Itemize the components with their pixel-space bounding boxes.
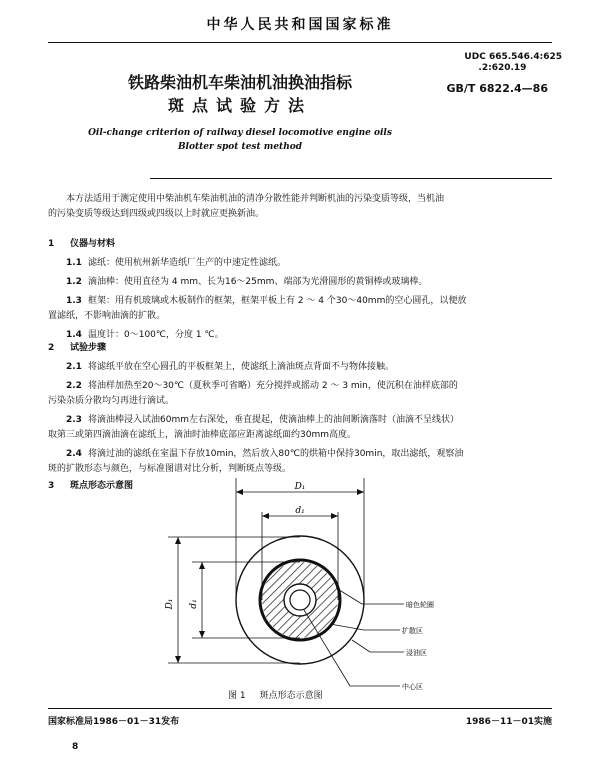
footer-rule	[48, 708, 552, 709]
item-text: 将滴油棒浸入试油60mm左右深处，垂直提起，使滴油棒上的油间断滴落时（油滴不呈线状）	[88, 415, 459, 425]
item-number: 1.4	[66, 330, 82, 340]
item-text: 滴油棒：使用直径为 4 mm、长为16～25mm、端部为光滑圆形的黄铜棒或玻璃棒。	[88, 277, 428, 287]
item-1-3-cont: 置滤纸，不影响油滴的扩散。	[48, 311, 166, 321]
doc-title-line2: 斑点试验方法	[167, 96, 312, 115]
item-text: 温度计：0～100℃，分度 1 ℃。	[88, 330, 224, 340]
section2-number: 2	[48, 343, 55, 353]
section3-number: 3	[48, 481, 55, 491]
leader-oil	[352, 640, 370, 652]
label-dark-rim: 暗色轮圈	[406, 601, 434, 609]
effective-date: 1986－11－01实施	[465, 717, 552, 727]
udc-line1: UDC 665.546.4:625	[464, 52, 562, 62]
section1-number: 1	[48, 239, 55, 249]
intro-line1: 本方法适用于测定使用中柴油机车柴油机油的清净分散性能并判断机油的污染变质等级，当机油	[66, 194, 445, 204]
label-D1-left: D₁	[165, 598, 175, 610]
item-text: 滤纸：使用杭州新华造纸厂生产的中速定性滤纸。	[88, 258, 287, 268]
item-number: 1.1	[66, 258, 82, 268]
label-D1-top: D₁	[294, 482, 306, 492]
label-center-zone: 中心区	[402, 683, 423, 691]
caption-number: 图 1	[228, 691, 246, 701]
item-text: 将滤纸平放在空心圆孔的平板框架上，使滤纸上滴油斑点背面不与物体接触。	[88, 362, 395, 372]
item-number: 1.2	[66, 277, 82, 287]
item-text: 将油样加热至20～30℃（夏秋季可省略）充分搅拌或摇动 2 ～ 3 min，使沉积在油样底部的	[88, 381, 458, 391]
intro-line2: 的污染变质等级达到四级或四级以上时就应更换新油。	[48, 209, 265, 219]
gb-code: GB/T 6822.4—86	[446, 82, 548, 95]
figure-caption	[228, 688, 323, 701]
label-oil-zone: 浸油区	[406, 649, 427, 657]
item-2-4-cont: 斑的扩散形态与颜色，与标准图谱对比分析，判断斑点等级。	[48, 464, 292, 474]
section1-title: 仪器与材料	[70, 239, 116, 249]
label-diffusion: 扩散区	[402, 627, 423, 635]
agency-title: 中华人民共和国国家标准	[206, 17, 394, 33]
item-number: 2.2	[66, 381, 82, 391]
item-number: 1.3	[66, 296, 82, 306]
english-title-line2: Blotter spot test method	[177, 142, 303, 152]
item-text: 将滴过油的滤纸在室温下存放10min，然后放入80℃的烘箱中保持30min，取出滤纸，观察油	[88, 449, 464, 459]
item-2-3-cont: 取第三或第四滴油滴在滤纸上，滴油时油棒底部应距离滤纸面约30mm高度。	[48, 430, 356, 440]
item-2-2-cont: 污染杂质分散均匀再进行滴试。	[48, 396, 175, 406]
item-number: 2.4	[66, 449, 82, 459]
center-zone-outline	[284, 584, 316, 616]
item-number: 2.1	[66, 362, 82, 372]
doc-title-line1: 铁路柴油机车柴油机油换油指标	[127, 73, 352, 92]
english-title-line1: Oil-change criterion of railway diesel locomotive engine oils	[88, 128, 392, 138]
item-text: 框架：用有机玻璃或木板制作的框架，框架平板上有 2 ～ 4 个30～40mm的空心圆孔，以便放	[88, 296, 467, 306]
section3-title: 斑点形态示意图	[70, 481, 134, 491]
caption-text: 斑点形态示意图	[259, 691, 323, 701]
page-number: 8	[72, 742, 79, 752]
item-number: 2.3	[66, 415, 82, 425]
label-d1-left: d₁	[189, 599, 199, 609]
udc-line2: .2:620.19	[478, 63, 527, 73]
issued-date: 国家标准局1986－01－31发布	[48, 717, 180, 727]
label-d1-top: d₁	[295, 506, 305, 516]
section2-title: 试验步骤	[70, 343, 107, 353]
